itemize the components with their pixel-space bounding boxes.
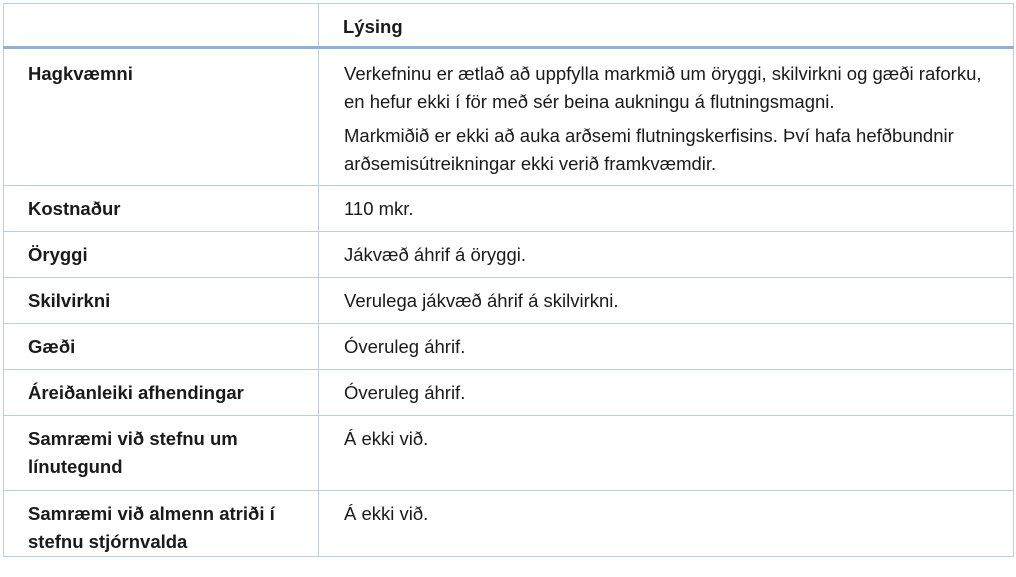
description-paragraph: Verkefninu er ætlað að uppfylla markmið um öryggi, skilvirkni og gæði raforku, en hefur ekki í för með sér beina aukningu á flutningsmagni. (344, 63, 982, 112)
table-row (4, 278, 1014, 324)
table-row (4, 324, 1014, 370)
criterion-description: Á ekki við. (319, 491, 1014, 557)
criterion-label: Gæði (4, 324, 319, 370)
criterion-label: Skilvirkni (4, 278, 319, 324)
criterion-label: Samræmi við stefnu um línutegund (4, 416, 319, 491)
criterion-label: Hagkvæmni (4, 48, 319, 186)
table-header-row (4, 4, 1014, 48)
table-row (4, 186, 1014, 232)
criterion-label: Samræmi við almenn atriði í stefnu stjórnvalda (4, 491, 319, 557)
table-row (4, 416, 1014, 491)
criterion-description: 110 mkr. (319, 186, 1014, 232)
header-criterion (4, 4, 319, 48)
criterion-description: Á ekki við. (319, 416, 1014, 491)
table-row (4, 491, 1014, 557)
criterion-description: Óveruleg áhrif. (319, 370, 1014, 416)
criterion-description: Jákvæð áhrif á öryggi. (319, 232, 1014, 278)
criterion-description (319, 48, 1014, 186)
header-description: Lýsing (319, 4, 1014, 48)
criterion-label: Kostnaður (4, 186, 319, 232)
description-paragraph: Markmiðið er ekki að auka arðsemi flutningskerfisins. Því hafa hefðbundnir arðsemisútreikningar ekki verið framkvæmdir. (344, 125, 954, 174)
table-row (4, 370, 1014, 416)
assessment-table (3, 3, 1014, 557)
criterion-description: Verulega jákvæð áhrif á skilvirkni. (319, 278, 1014, 324)
table-row (4, 232, 1014, 278)
criterion-label: Öryggi (4, 232, 319, 278)
table-row (4, 48, 1014, 186)
criterion-description: Óveruleg áhrif. (319, 324, 1014, 370)
criterion-label: Áreiðanleiki afhendingar (4, 370, 319, 416)
